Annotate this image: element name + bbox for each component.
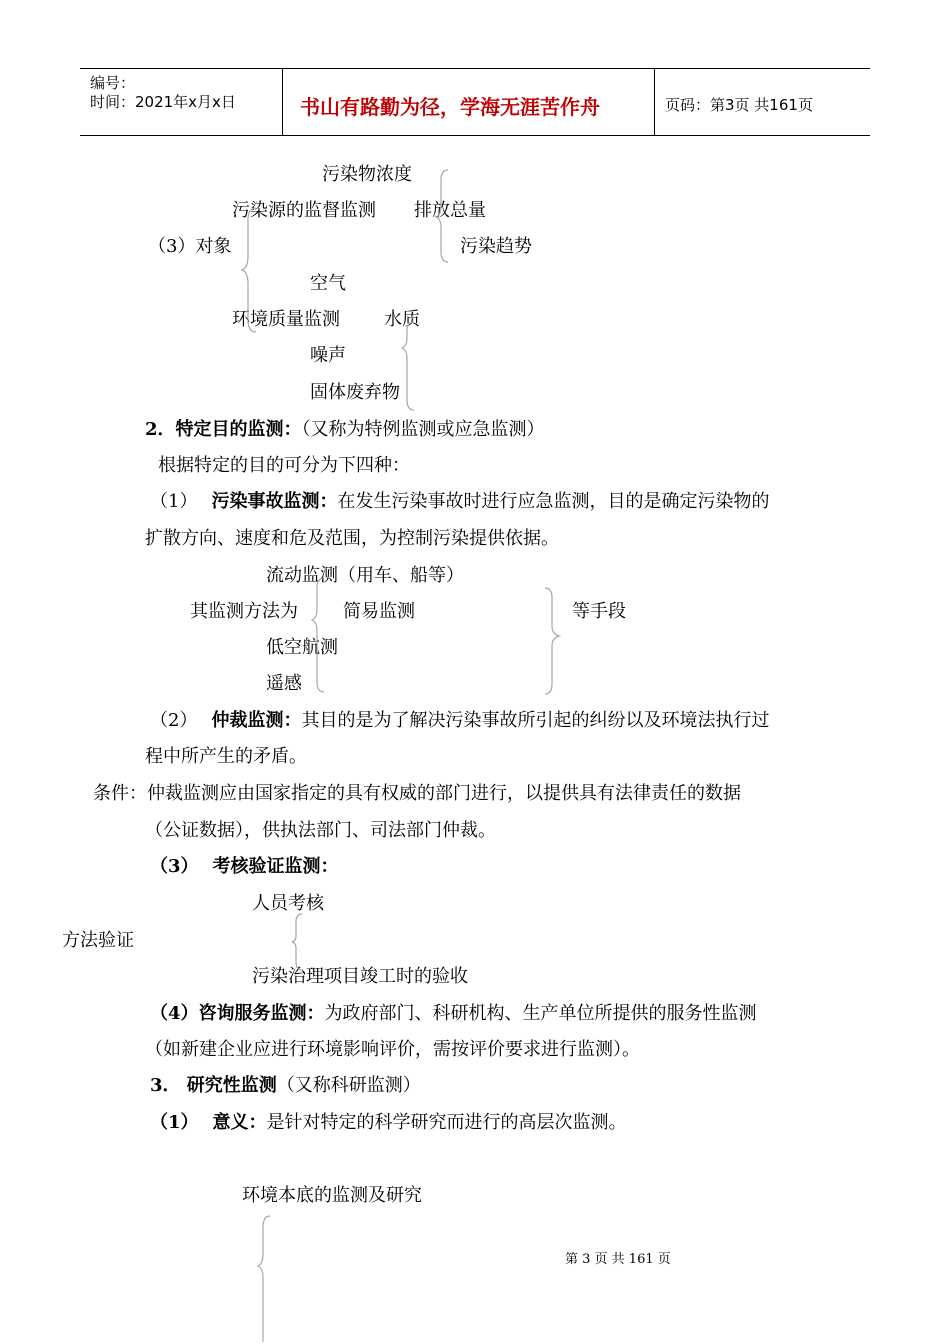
brace-verify — [290, 912, 306, 972]
outline-leaf-water: 水质 — [384, 309, 420, 330]
outline-leaf-total-emission: 排放总量 — [414, 200, 486, 221]
item3-title: 考核验证监测： — [212, 856, 339, 877]
item3-line — [150, 856, 339, 878]
section3-item1-line — [150, 1112, 627, 1134]
section2-intro: 根据特定的目的可分为下四种： — [158, 455, 410, 476]
section3-item1-title: 意义： — [212, 1112, 267, 1133]
outline-leaf-solid-waste: 固体废弃物 — [310, 382, 400, 403]
brace-methods-close — [543, 586, 563, 698]
outline-branch-source-monitoring: 污染源的监督监测 — [232, 200, 376, 221]
item2-number: （2） — [150, 710, 198, 731]
brace-objects — [240, 206, 270, 336]
item1-number: （1） — [150, 491, 198, 512]
item4-line-a — [150, 1003, 757, 1025]
item4-title: （4）咨询服务监测： — [150, 1003, 325, 1024]
method-simple-monitoring: 简易监测 — [343, 601, 415, 622]
footer-page-number: 第 3 页 共 161 页 — [565, 1252, 671, 1267]
item3-number: （3） — [150, 856, 199, 877]
outline-leaf-noise: 噪声 — [310, 345, 346, 366]
outline-leaf-air: 空气 — [310, 273, 346, 294]
verify-personnel: 人员考核 — [252, 893, 324, 914]
outline-branch-quality-monitoring: 环境质量监测 — [232, 309, 340, 330]
section3-heading-note: （又称科研监测） — [276, 1075, 421, 1096]
header-top-rule — [80, 68, 870, 69]
methods-label: 其监测方法为 — [190, 601, 298, 622]
item2-line-a — [150, 710, 769, 732]
header-divider-left — [282, 68, 283, 136]
header-serial: 编号： — [90, 74, 136, 92]
item2-title: 仲裁监测： — [211, 710, 302, 731]
section3-heading-line — [150, 1075, 421, 1097]
item1-text-a: 在发生污染事故时进行应急监测，目的是确定污染物的 — [337, 491, 770, 512]
outline-leaf-pollutant-concentration: 污染物浓度 — [322, 164, 412, 185]
section2-heading-note: （又称为特例监测或应急监测） — [301, 419, 545, 440]
header-page-number: 页码：第3页 共161页 — [665, 96, 813, 114]
outline-leaf-pollution-trend: 污染趋势 — [460, 236, 532, 257]
verify-acceptance: 污染治理项目竣工时的验收 — [252, 966, 468, 987]
method-low-altitude-survey: 低空航测 — [266, 637, 338, 658]
item1-line-a — [150, 491, 769, 513]
section2-heading-line — [145, 419, 545, 441]
section3-heading: 3． 研究性监测 — [150, 1075, 277, 1096]
condition-line-b: （公证数据），供执法部门、司法部门仲裁。 — [145, 820, 496, 841]
item2-text-a: 其目的是为了解决污染事故所引起的纠纷以及环境法执行过 — [301, 710, 770, 731]
section2-heading: 2．特定目的监测： — [145, 419, 302, 440]
item1-title: 污染事故监测： — [211, 491, 338, 512]
section3-sub-item: 环境本底的监测及研究 — [242, 1185, 422, 1206]
methods-suffix: 等手段 — [572, 601, 626, 622]
section3-item1-number: （1） — [150, 1112, 199, 1133]
item1-text-b: 扩散方向、速度和危及范围，为控制污染提供依据。 — [145, 528, 559, 549]
header-bottom-rule — [80, 135, 870, 136]
condition-line-a: 条件：仲裁监测应由国家指定的具有权威的部门进行，以提供具有法律责任的数据 — [93, 783, 741, 804]
header-divider-right — [654, 68, 655, 136]
method-mobile-monitoring: 流动监测（用车、船等） — [266, 565, 464, 586]
brace-research — [256, 1214, 276, 1344]
item4-text-b: （如新建企业应进行环境影响评价，需按评价要求进行监测）。 — [145, 1039, 640, 1060]
header-motto: 书山有路勤为径，学海无涯苦作舟 — [300, 95, 600, 119]
brace-quality-items — [400, 320, 420, 412]
header-date: 时间：2021年x月x日 — [90, 93, 236, 111]
method-remote-sensing: 遥感 — [266, 673, 302, 694]
brace-methods — [310, 576, 330, 696]
outline-root-objects: （3）对象 — [148, 236, 232, 257]
brace-source-items — [434, 168, 454, 264]
item4-text-a: 为政府部门、科研机构、生产单位所提供的服务性监测 — [324, 1003, 757, 1024]
section3-item1-text: 是针对特定的科学研究而进行的高层次监测。 — [266, 1112, 627, 1133]
item2-text-b: 程中所产生的矛盾。 — [145, 746, 307, 767]
verify-label: 方法验证 — [62, 930, 134, 951]
